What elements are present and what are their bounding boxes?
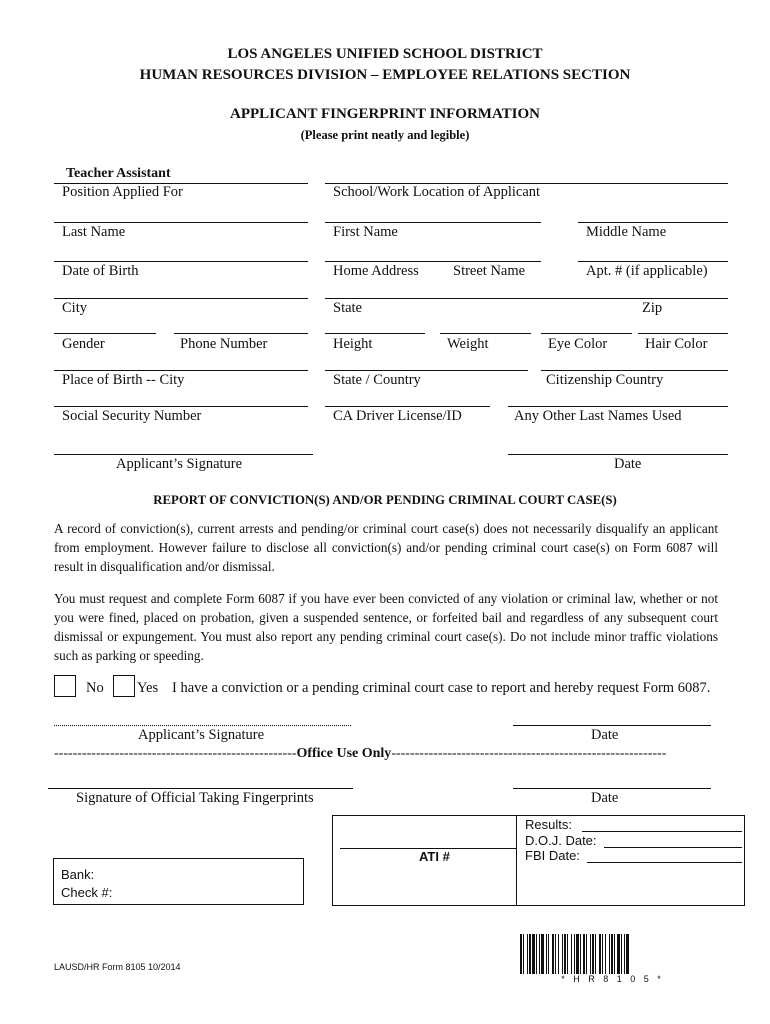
report-signature-line[interactable]	[54, 725, 351, 726]
form-title: APPLICANT FINGERPRINT INFORMATION	[229, 106, 541, 122]
citizenship-line[interactable]	[541, 370, 728, 371]
report-date-label: Date	[591, 727, 619, 743]
results-line[interactable]	[582, 831, 742, 832]
ati-divider	[516, 815, 517, 905]
state-zip-line[interactable]	[325, 298, 728, 299]
report-date-line[interactable]	[513, 725, 711, 726]
apt-line[interactable]	[578, 261, 728, 262]
date-line[interactable]	[508, 454, 728, 455]
barcode-bar	[595, 934, 596, 974]
other-names-label: Any Other Last Names Used	[514, 408, 682, 424]
weight-line[interactable]	[440, 333, 531, 334]
school-location-label: School/Work Location of Applicant	[333, 184, 541, 200]
report-heading: REPORT OF CONVICTION(S) AND/OR PENDING CRIMINAL COURT CASE(S)	[153, 493, 617, 507]
barcode-bar	[523, 934, 524, 974]
division-name: HUMAN RESOURCES DIVISION – EMPLOYEE RELATIONS SECTION	[139, 67, 631, 83]
bank-label[interactable]: Bank:	[61, 867, 95, 882]
fbi-date-label: FBI Date:	[525, 848, 580, 863]
phone-label: Phone Number	[180, 336, 268, 352]
gender-line[interactable]	[54, 333, 156, 334]
home-address-line[interactable]	[325, 261, 541, 262]
date-label: Date	[614, 456, 642, 472]
barcode-text: * H R 8 1 0 5 *	[561, 974, 664, 984]
barcode-bar	[548, 934, 549, 974]
applicant-signature-line[interactable]	[54, 454, 313, 455]
official-date-label: Date	[591, 790, 619, 806]
zip-label: Zip	[642, 300, 663, 316]
office-use-divider	[54, 746, 666, 762]
state-country-line[interactable]	[325, 370, 528, 371]
official-date-line[interactable]	[513, 788, 711, 789]
hair-color-label: Hair Color	[645, 336, 708, 352]
barcode-bar	[527, 934, 528, 974]
barcode-bar	[617, 934, 620, 974]
ssn-line[interactable]	[54, 406, 308, 407]
hair-color-line[interactable]	[638, 333, 728, 334]
barcode-bar	[583, 934, 585, 974]
no-label: No	[86, 680, 104, 696]
form-number: LAUSD/HR Form 8105 10/2014	[54, 962, 181, 972]
barcode-bar	[599, 934, 601, 974]
barcode-bar	[574, 934, 575, 974]
home-address-label: Home Address	[333, 263, 419, 279]
no-checkbox[interactable]	[54, 675, 76, 697]
barcode-bar	[621, 934, 622, 974]
last-name-label: Last Name	[62, 224, 126, 240]
report-paragraph-2: You must request and complete Form 6087 if you have ever been convicted of any violation or criminal law, whether or not you were fined, placed on probation, given a suspended sentence, or forfeited bail and regardless of any subsequent court dismissal or expungement. You must also report any pending criminal court case(s). Do not include minor traffic violations such as parking or speeding.	[54, 591, 718, 663]
eye-color-line[interactable]	[541, 333, 632, 334]
dl-label: CA Driver License/ID	[333, 408, 462, 424]
report-paragraph-1: A record of conviction(s), current arrests and pending/or criminal court case(s) does not necessarily disqualify an applicant from employment. However failure to disclose all conviction(s) and/or pending criminal court case(s) on Form 6087 will result in disqualification and/or dismissal.	[54, 521, 718, 574]
barcode-bar	[576, 934, 579, 974]
barcode-bar	[541, 934, 544, 974]
barcode-bar	[529, 934, 531, 974]
doj-date-label: D.O.J. Date:	[525, 833, 597, 848]
office-use-label: Office Use Only	[296, 746, 392, 761]
applicant-signature-label: Applicant’s Signature	[116, 456, 243, 472]
pob-city-line[interactable]	[54, 370, 308, 371]
barcode-bar	[571, 934, 572, 974]
barcode-bar	[614, 934, 615, 974]
eye-color-label: Eye Color	[548, 336, 608, 352]
barcode-bar	[552, 934, 554, 974]
dob-label: Date of Birth	[62, 263, 139, 279]
ssn-label: Social Security Number	[62, 408, 202, 424]
barcode-bar	[605, 934, 606, 974]
check-label[interactable]: Check #:	[61, 885, 113, 900]
fbi-date-line[interactable]	[587, 862, 742, 863]
official-signature-line[interactable]	[48, 788, 353, 789]
yes-checkbox[interactable]	[113, 675, 135, 697]
height-line[interactable]	[325, 333, 425, 334]
city-line[interactable]	[54, 298, 308, 299]
city-label: City	[62, 300, 87, 316]
office-dash-left: ----------------------------------------------------	[54, 746, 297, 761]
barcode-bar	[539, 934, 540, 974]
first-name-line[interactable]	[325, 222, 541, 223]
form-instruction: (Please print neatly and legible)	[300, 128, 470, 142]
gender-label: Gender	[62, 336, 105, 352]
barcode-bar	[602, 934, 603, 974]
citizenship-label: Citizenship Country	[546, 372, 664, 388]
barcode-bar	[567, 934, 568, 974]
official-signature-label: Signature of Official Taking Fingerprints	[76, 790, 314, 806]
weight-label: Weight	[447, 336, 489, 352]
barcode-bar	[562, 934, 563, 974]
position-value: Teacher Assistant	[66, 166, 171, 181]
barcode-bar	[626, 934, 629, 974]
office-dash-right: -----------------------------------------------------------	[391, 746, 667, 761]
barcode-bar	[609, 934, 610, 974]
report-signature-label: Applicant’s Signature	[138, 727, 265, 743]
first-name-label: First Name	[333, 224, 398, 240]
barcode-bar	[586, 934, 587, 974]
state-country-label: State / Country	[333, 372, 421, 388]
street-name-label: Street Name	[453, 263, 526, 279]
last-name-line[interactable]	[54, 222, 308, 223]
barcode-bar	[558, 934, 559, 974]
barcode-bar	[580, 934, 581, 974]
dob-line[interactable]	[54, 261, 308, 262]
ati-label: ATI #	[419, 849, 450, 864]
barcode-bar	[536, 934, 537, 974]
yes-label: Yes	[137, 680, 159, 696]
middle-name-label: Middle Name	[586, 224, 667, 240]
doj-date-line[interactable]	[604, 847, 742, 848]
pob-city-label: Place of Birth -- City	[62, 372, 185, 388]
barcode-bar	[555, 934, 556, 974]
state-label: State	[333, 300, 362, 316]
middle-name-line[interactable]	[578, 222, 728, 223]
barcode-bar	[590, 934, 591, 974]
barcode-bar	[592, 934, 594, 974]
other-names-line[interactable]	[508, 406, 728, 407]
height-label: Height	[333, 336, 373, 352]
barcode-bar	[520, 934, 522, 974]
barcode-bar	[611, 934, 613, 974]
barcode-bar	[532, 934, 535, 974]
dl-line[interactable]	[325, 406, 490, 407]
phone-line[interactable]	[174, 333, 308, 334]
district-name: LOS ANGELES UNIFIED SCHOOL DISTRICT	[227, 46, 543, 62]
results-label: Results:	[525, 817, 572, 832]
barcode-bar	[564, 934, 566, 974]
position-label: Position Applied For	[62, 184, 183, 200]
barcode-bar	[546, 934, 547, 974]
apt-label: Apt. # (if applicable)	[586, 263, 708, 279]
barcode-bar	[624, 934, 625, 974]
request-statement: I have a conviction or a pending criminal court case to report and hereby request Form 6087.	[172, 680, 711, 696]
